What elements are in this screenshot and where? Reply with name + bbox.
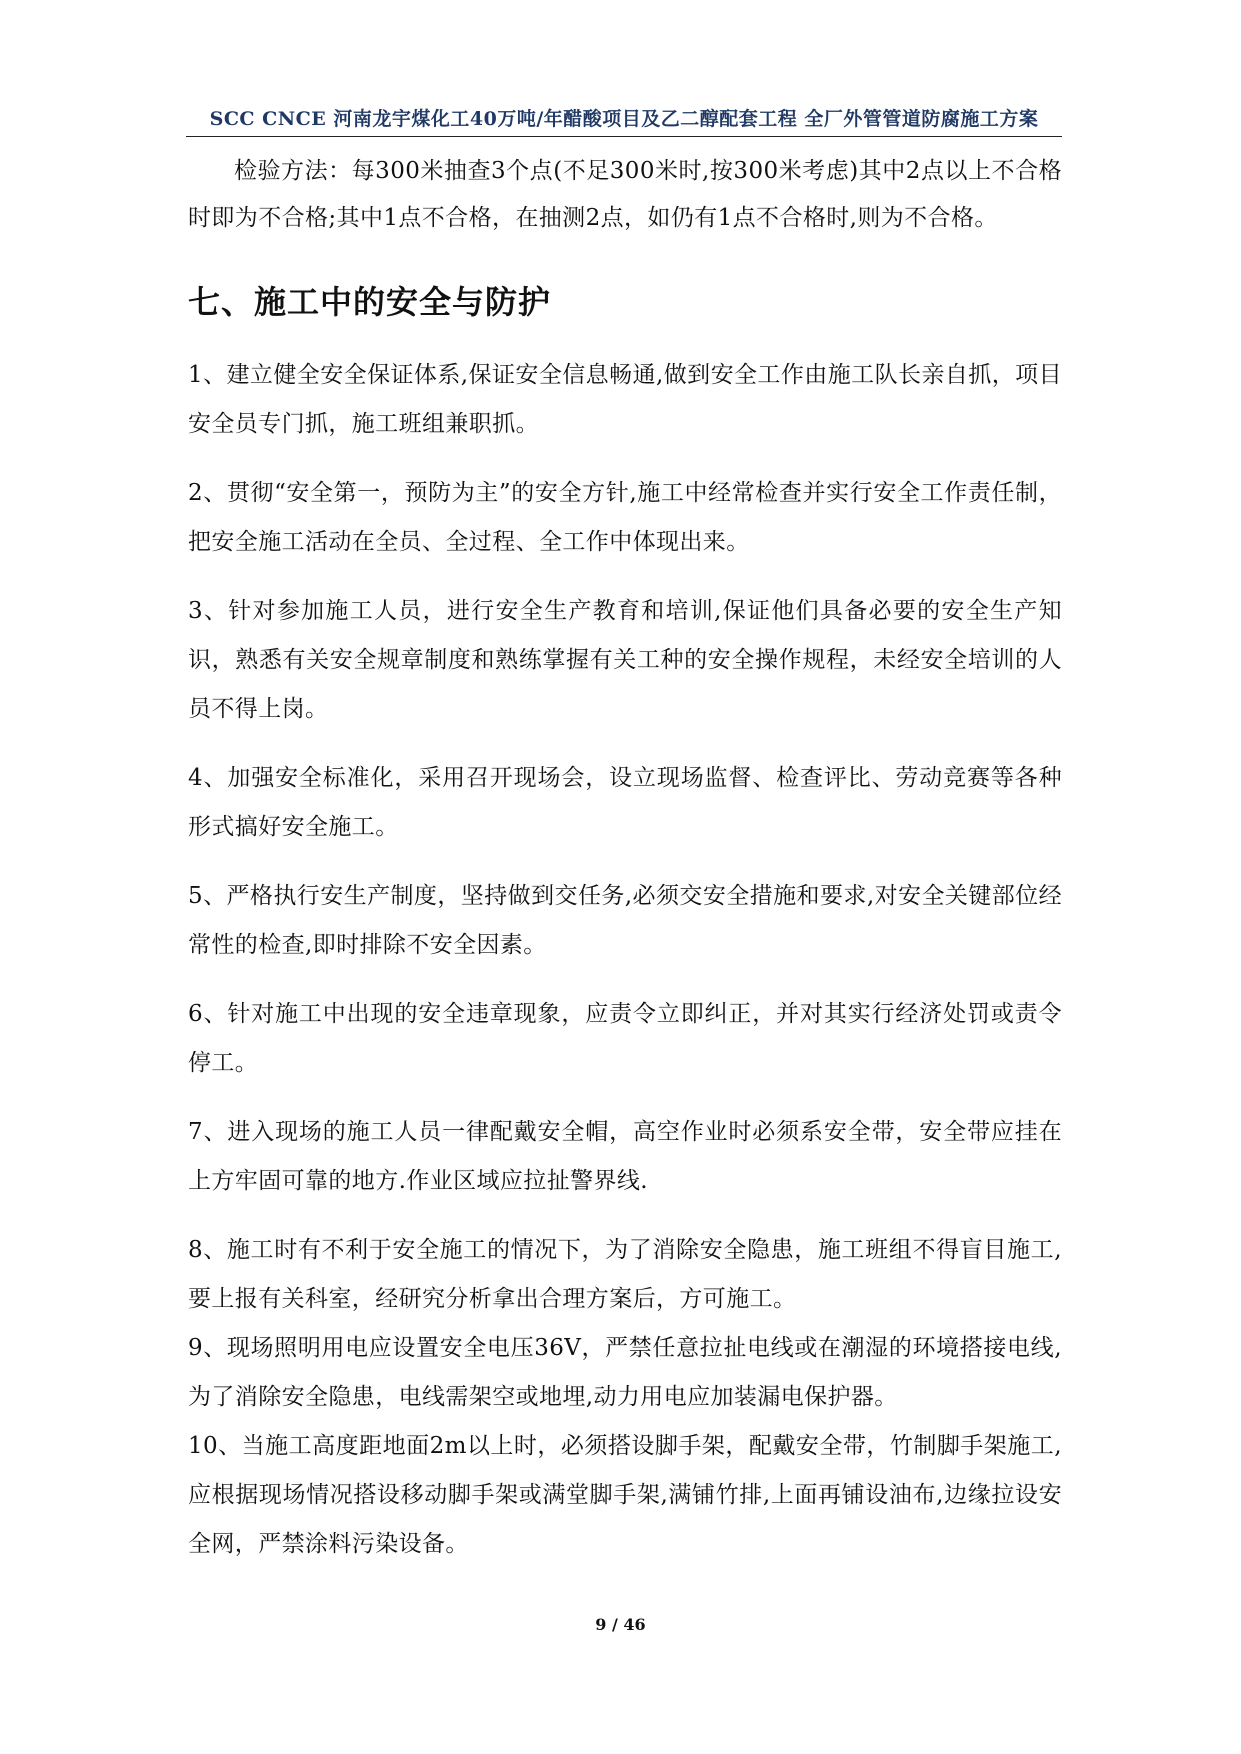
inspection-method-paragraph: 检验方法：每300米抽查3个点(不足300米时,按300米考虑)其中2点以上不合格时即为不合格;其中1点不合格，在抽测2点，如仍有1点不合格时,则为不合格。	[188, 158, 1062, 231]
list-item: 5、严格执行安生产制度，坚持做到交任务,必须交安全措施和要求,对安全关键部位经常性的检查,即时排除不安全因素。	[188, 883, 1062, 958]
list-item: 4、加强安全标准化，采用召开现场会，设立现场监督、检查评比、劳动竞赛等各种形式搞好安全施工。	[188, 765, 1062, 840]
page-number: 9 / 46	[595, 1615, 646, 1634]
list-item: 2、贯彻“安全第一，预防为主”的安全方针,施工中经常检查并实行安全工作责任制，把安全施工活动在全员、全过程、全工作中体现出来。	[188, 480, 1062, 555]
page-body	[188, 148, 1062, 1569]
list-item: 1、建立健全安全保证体系,保证安全信息畅通,做到安全工作由施工队长亲自抓，项目安全员专门抓，施工班组兼职抓。	[188, 362, 1062, 437]
list-item: 10、当施工高度距地面2m以上时，必须搭设脚手架，配戴安全带，竹制脚手架施工,应根据现场情况搭设移动脚手架或满堂脚手架,满铺竹排,上面再铺设油布,边缘拉设安全网，严禁涂料污染设备。	[188, 1433, 1062, 1557]
header-divider	[186, 136, 1062, 137]
section-title: 七、施工中的安全与防护	[188, 283, 552, 321]
list-item: 9、现场照明用电应设置安全电压36V，严禁任意拉扯电线或在潮湿的环境搭接电线,为了消除安全隐患，电线需架空或地埋,动力用电应加装漏电保护器。	[188, 1335, 1062, 1410]
list-item: 7、进入现场的施工人员一律配戴安全帽，高空作业时必须系安全带，安全带应挂在上方牢固可靠的地方.作业区域应拉扯警界线.	[188, 1119, 1062, 1194]
page-header: SCC CNCE 河南龙宇煤化工40万吨/年醋酸项目及乙二醇配套工程 全厂外管管道防腐施工方案	[209, 108, 1039, 130]
list-item: 6、针对施工中出现的安全违章现象，应责令立即纠正，并对其实行经济处罚或责令停工。	[188, 1001, 1062, 1076]
list-item: 8、施工时有不利于安全施工的情况下，为了消除安全隐患，施工班组不得盲目施工,要上报有关科室，经研究分析拿出合理方案后，方可施工。	[188, 1237, 1062, 1312]
list-item: 3、针对参加施工人员，进行安全生产教育和培训,保证他们具备必要的安全生产知识，熟悉有关安全规章制度和熟练掌握有关工种的安全操作规程，未经安全培训的人员不得上岗。	[188, 598, 1062, 722]
